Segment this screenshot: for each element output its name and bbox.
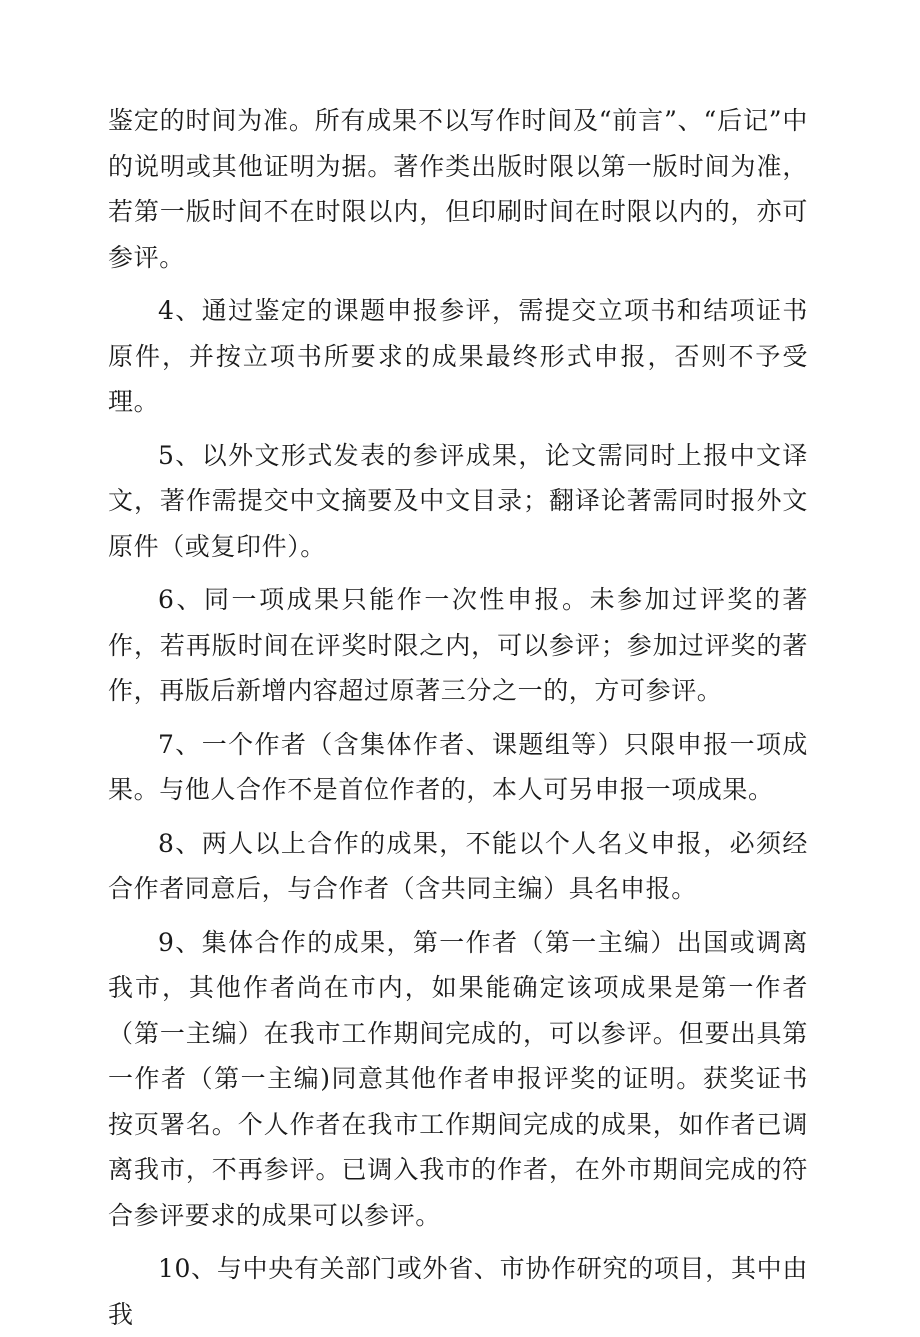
paragraph-item-9: 9、集体合作的成果，第一作者（第一主编）出国或调离我市，其他作者尚在市内，如果能确定该项成果是第一作者（第一主编）在我市工作期间完成的，可以参评。但要出具第一作者（第一主编)同意其他作者申报评奖的证明。获奖证书按页署名。个人作者在我市工作期间完成的成果，如作者已调离我市，不再参评。已调入我市的作者，在外市期间完成的符合参评要求的成果可以参评。 — [108, 927, 808, 1230]
paragraph-item-7: 7、一个作者（含集体作者、课题组等）只限申报一项成果。与他人合作不是首位作者的，本人可另申报一项成果。 — [108, 729, 808, 804]
document-body — [108, 98, 808, 1337]
paragraph-item-6: 6、同一项成果只能作一次性申报。未参加过评奖的著作，若再版时间在评奖时限之内，可以参评；参加过评奖的著作，再版后新增内容超过原著三分之一的，方可参评。 — [108, 585, 808, 705]
paragraph-item-10: 10、与中央有关部门或外省、市协作研究的项目，其中由我 — [108, 1254, 808, 1329]
paragraph-continuation: 鉴定的时间为准。所有成果不以写作时间及“前言”、“后记”中的说明或其他证明为据。著作类出版时限以第一版时间为准，若第一版时间不在时限以内，但印刷时间在时限以内的，亦可参评。 — [108, 106, 808, 272]
paragraph-item-8: 8、两人以上合作的成果，不能以个人名义申报，必须经合作者同意后，与合作者（含共同主编）具名申报。 — [108, 828, 808, 903]
paragraph-item-5: 5、以外文形式发表的参评成果，论文需同时上报中文译文，著作需提交中文摘要及中文目录；翻译论著需同时报外文原件（或复印件）。 — [108, 440, 808, 561]
paragraph-item-4: 4、通过鉴定的课题申报参评，需提交立项书和结项证书原件，并按立项书所要求的成果最终形式申报，否则不予受理。 — [108, 296, 808, 416]
